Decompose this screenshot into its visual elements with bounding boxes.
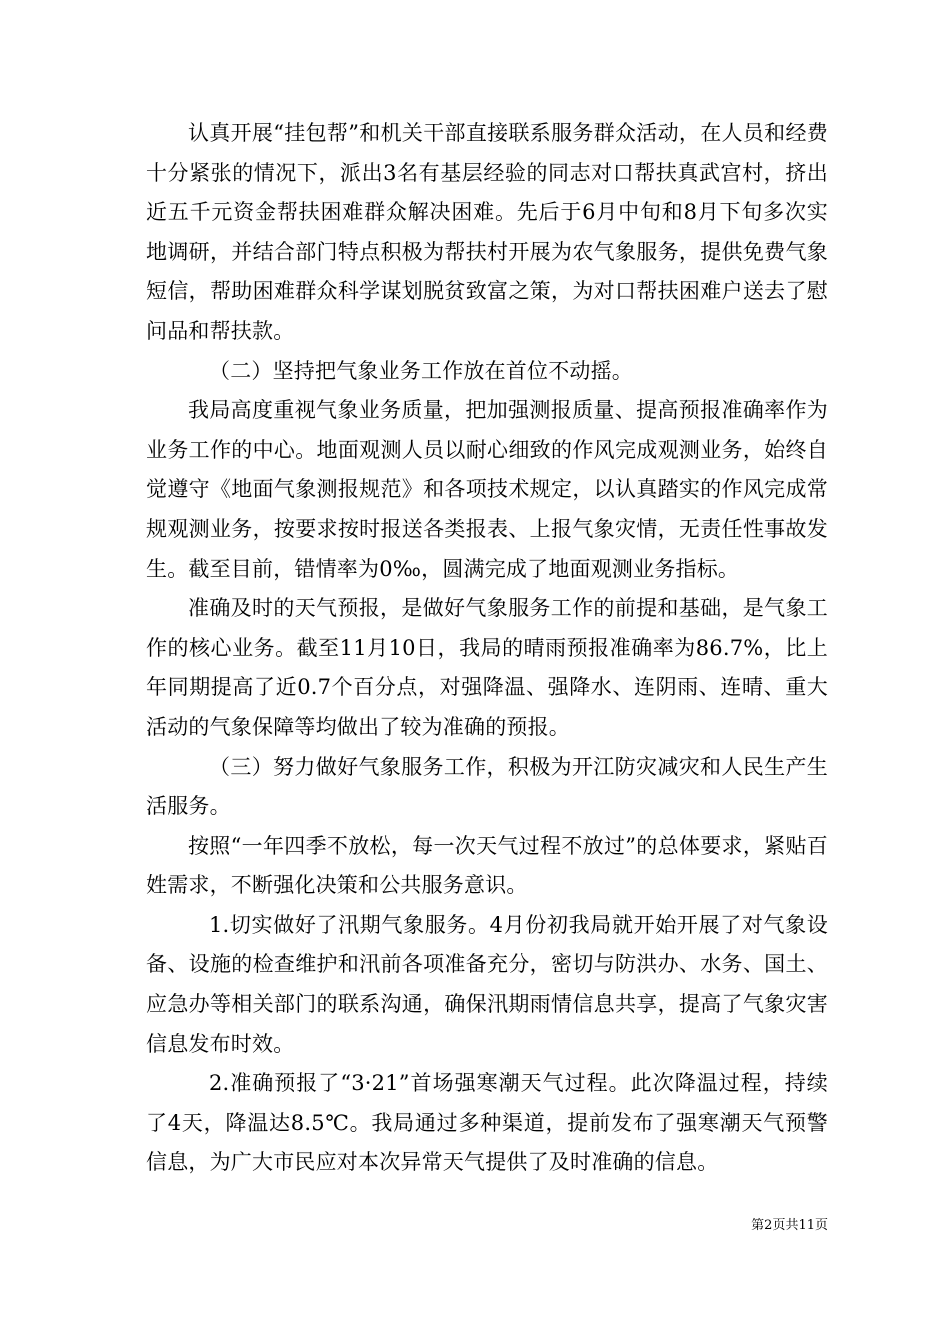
- paragraph-flood-season-service: 1.切实做好了汛期气象服务。4月份初我局就开始开展了对气象设备、设施的检查维护和汛前各项准备充分，密切与防洪办、水务、国土、应急办等相关部门的联系沟通，确保汛期雨情信息共享，提高了气象灾害信息发布时效。: [146, 912, 828, 1056]
- section-heading-two: （二）坚持把气象业务工作放在首位不动摇。: [209, 358, 633, 383]
- document-body: [146, 114, 828, 1183]
- paragraph-assistance: 认真开展“挂包帮”和机关干部直接联系服务群众活动，在人员和经费十分紧张的情况下，派出3名有基层经验的同志对口帮扶真武宫村，挤出近五千元资金帮扶困难群众解决困难。先后于6月中旬和8月下旬多次实地调研，并结合部门特点积极为帮扶村开展为农气象服务，提供免费气象短信，帮助困难群众科学谋划脱贫致富之策，为对口帮扶困难户送去了慰问品和帮扶款。: [146, 121, 828, 343]
- paragraph-observation-quality: 我局高度重视气象业务质量，把加强测报质量、提高预报准确率作为业务工作的中心。地面观测人员以耐心细致的作风完成观测业务，始终自觉遵守《地面气象测报规范》和各项技术规定，以认真踏实的作风完成常规观测业务，按要求按时报送各类报表、上报气象灾情，无责任性事故发生。截至目前，错情率为0‰，圆满完成了地面观测业务指标。: [146, 398, 828, 581]
- paragraph-cold-wave-forecast: 2.准确预报了“3·21”首场强寒潮天气过程。此次降温过程，持续了4天，降温达8.5℃。我局通过多种渠道，提前发布了强寒潮天气预警信息，为广大市民应对本次异常天气提供了及时准确的信息。: [146, 1071, 828, 1175]
- paragraph-forecast-accuracy: 准确及时的天气预报，是做好气象服务工作的前提和基础，是气象工作的核心业务。截至11月10日，我局的晴雨预报准确率为86.7%，比上年同期提高了近0.7个百分点，对强降温、强降水、连阴雨、连晴、重大活动的气象保障等均做出了较为准确的预报。: [146, 596, 828, 739]
- paragraph-service-requirements: 按照“一年四季不放松，每一次天气过程不放过”的总体要求，紧贴百姓需求，不断强化决策和公共服务意识。: [146, 833, 828, 898]
- section-heading-three: （三）努力做好气象服务工作，积极为开江防灾减灾和人民生产生活服务。: [146, 754, 828, 819]
- page-number-footer: 第2页共11页: [751, 1218, 828, 1233]
